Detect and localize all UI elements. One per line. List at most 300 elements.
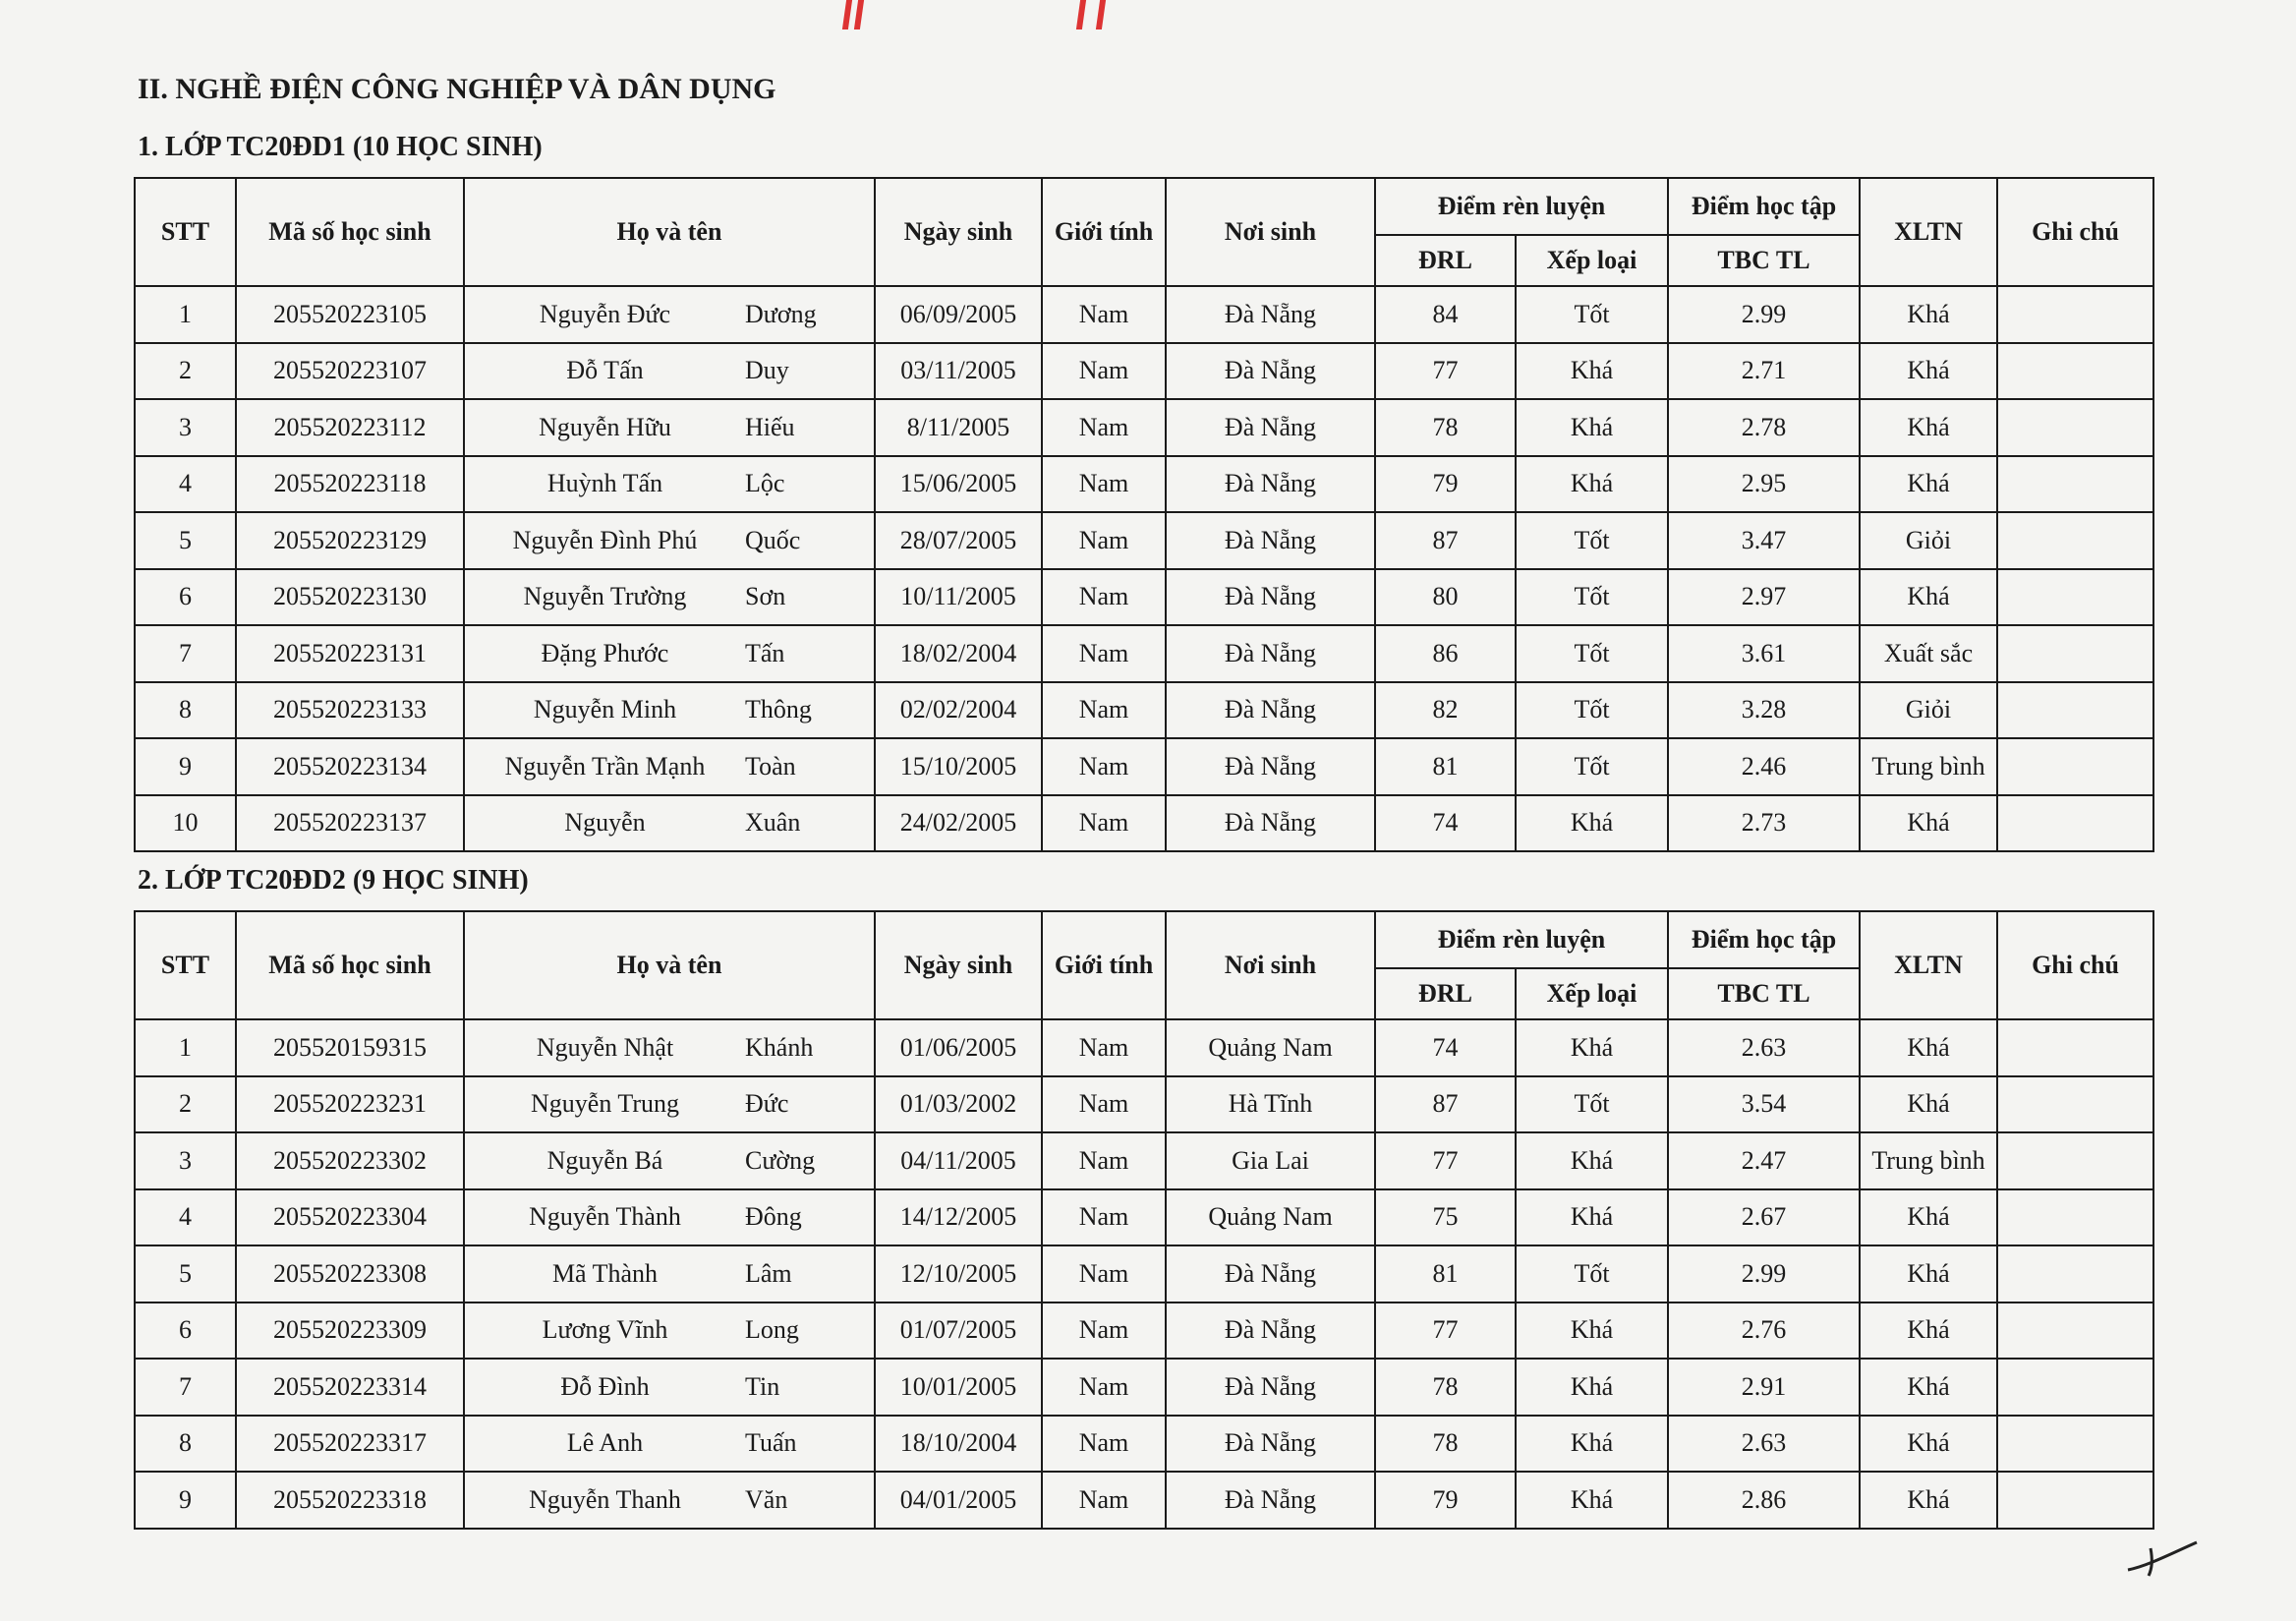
cell-ngay-sinh: 28/07/2005 <box>875 512 1042 569</box>
header-stt: STT <box>135 911 236 1019</box>
cell-xltn: Khá <box>1860 1472 1997 1529</box>
class-title-1: 1. LỚP TC20ĐD1 (10 HỌC SINH) <box>138 132 543 162</box>
cell-xep-loai: Khá <box>1516 399 1668 456</box>
cell-stt: 1 <box>135 286 236 343</box>
cell-ngay-sinh: 14/12/2005 <box>875 1189 1042 1246</box>
cell-xltn: Trung bình <box>1860 738 1997 795</box>
cell-ho-ten <box>464 512 875 569</box>
cell-xltn: Xuất sắc <box>1860 625 1997 682</box>
header-noi-sinh: Nơi sinh <box>1166 911 1375 1019</box>
cell-ho: Nguyễn Thanh <box>529 1484 681 1514</box>
cell-ten: Lộc <box>745 469 785 498</box>
class-table-2 <box>134 910 2154 1530</box>
cell-stt: 4 <box>135 456 236 513</box>
cell-ghi-chu <box>1997 738 2153 795</box>
cell-tbc-tl: 2.99 <box>1668 286 1860 343</box>
cell-drl: 87 <box>1375 512 1516 569</box>
cell-xep-loai: Tốt <box>1516 512 1668 569</box>
cell-tbc-tl: 2.76 <box>1668 1303 1860 1360</box>
cell-gioi-tinh: Nam <box>1042 569 1166 626</box>
cell-xltn: Khá <box>1860 1359 1997 1416</box>
class-title-2: 2. LỚP TC20ĐD2 (9 HỌC SINH) <box>138 865 529 896</box>
cell-ma-so: 205520223133 <box>236 682 464 739</box>
cell-ten: Tấn <box>745 638 785 667</box>
cell-ngay-sinh: 01/07/2005 <box>875 1303 1042 1360</box>
cell-stt: 9 <box>135 1472 236 1529</box>
cell-ma-so: 205520223137 <box>236 795 464 852</box>
cell-noi-sinh: Hà Tĩnh <box>1166 1076 1375 1133</box>
cell-tbc-tl: 2.67 <box>1668 1189 1860 1246</box>
cell-drl: 79 <box>1375 456 1516 513</box>
cell-stt: 8 <box>135 682 236 739</box>
table-row <box>135 569 2153 626</box>
cell-xltn: Khá <box>1860 1019 1997 1076</box>
cell-tbc-tl: 3.61 <box>1668 625 1860 682</box>
cell-noi-sinh: Đà Nẵng <box>1166 456 1375 513</box>
cell-ma-so: 205520223118 <box>236 456 464 513</box>
cell-ngay-sinh: 15/06/2005 <box>875 456 1042 513</box>
cell-ma-so: 205520223105 <box>236 286 464 343</box>
cell-noi-sinh: Đà Nẵng <box>1166 625 1375 682</box>
cell-drl: 74 <box>1375 795 1516 852</box>
cell-tbc-tl: 2.71 <box>1668 343 1860 400</box>
cell-gioi-tinh: Nam <box>1042 343 1166 400</box>
cell-ho-ten <box>464 399 875 456</box>
header-xep-loai: Xếp loại <box>1516 235 1668 286</box>
class-table-1 <box>134 177 2154 852</box>
table-row <box>135 286 2153 343</box>
cell-xltn: Khá <box>1860 569 1997 626</box>
cell-stt: 2 <box>135 343 236 400</box>
cell-ho: Nguyễn Bá <box>546 1145 663 1175</box>
cell-ghi-chu <box>1997 795 2153 852</box>
table-row <box>135 795 2153 852</box>
cell-stt: 1 <box>135 1019 236 1076</box>
cell-tbc-tl: 2.73 <box>1668 795 1860 852</box>
header-xltn: XLTN <box>1860 178 1997 286</box>
cell-ghi-chu <box>1997 399 2153 456</box>
cell-gioi-tinh: Nam <box>1042 738 1166 795</box>
cell-xltn: Giỏi <box>1860 682 1997 739</box>
table-row <box>135 512 2153 569</box>
cell-ho-ten <box>464 343 875 400</box>
cell-gioi-tinh: Nam <box>1042 795 1166 852</box>
cell-ghi-chu <box>1997 1132 2153 1189</box>
cell-tbc-tl: 2.63 <box>1668 1019 1860 1076</box>
cell-tbc-tl: 3.47 <box>1668 512 1860 569</box>
cell-xep-loai: Khá <box>1516 456 1668 513</box>
cell-ho-ten <box>464 738 875 795</box>
cell-ghi-chu <box>1997 456 2153 513</box>
cell-tbc-tl: 2.46 <box>1668 738 1860 795</box>
cell-ma-so: 205520223309 <box>236 1303 464 1360</box>
cell-drl: 78 <box>1375 1359 1516 1416</box>
cell-ho: Nguyễn Đức <box>539 299 671 328</box>
cell-xep-loai: Tốt <box>1516 1245 1668 1303</box>
cell-drl: 80 <box>1375 569 1516 626</box>
table-row <box>135 1245 2153 1303</box>
cell-ma-so: 205520223302 <box>236 1132 464 1189</box>
table-row <box>135 399 2153 456</box>
cell-ho-ten <box>464 682 875 739</box>
cell-gioi-tinh: Nam <box>1042 456 1166 513</box>
cell-ho-ten <box>464 795 875 852</box>
cell-stt: 5 <box>135 512 236 569</box>
stamp-stroke <box>842 0 852 29</box>
cell-drl: 81 <box>1375 738 1516 795</box>
cell-ho: Nguyễn Thành <box>529 1202 681 1232</box>
cell-ho: Đỗ Đình <box>560 1371 650 1401</box>
cell-ho-ten <box>464 1019 875 1076</box>
cell-ngay-sinh: 01/03/2002 <box>875 1076 1042 1133</box>
cell-ten: Quốc <box>745 525 801 554</box>
cell-ghi-chu <box>1997 1245 2153 1303</box>
cell-gioi-tinh: Nam <box>1042 682 1166 739</box>
header-tbc-tl: TBC TL <box>1668 235 1860 286</box>
cell-xep-loai: Khá <box>1516 1189 1668 1246</box>
cell-ghi-chu <box>1997 1359 2153 1416</box>
header-ghi-chu: Ghi chú <box>1997 911 2153 1019</box>
cell-ten: Dương <box>745 299 817 328</box>
cell-xltn: Khá <box>1860 1303 1997 1360</box>
cell-noi-sinh: Đà Nẵng <box>1166 286 1375 343</box>
header-diem-ren-luyen: Điểm rèn luyện <box>1375 911 1668 968</box>
cell-xep-loai: Khá <box>1516 1472 1668 1529</box>
cell-xep-loai: Tốt <box>1516 682 1668 739</box>
header-ngay-sinh: Ngày sinh <box>875 911 1042 1019</box>
cell-ten: Hiếu <box>745 412 795 441</box>
cell-ma-so: 205520223231 <box>236 1076 464 1133</box>
cell-drl: 82 <box>1375 682 1516 739</box>
cell-gioi-tinh: Nam <box>1042 399 1166 456</box>
table-row <box>135 456 2153 513</box>
header-ghi-chu: Ghi chú <box>1997 178 2153 286</box>
table-row <box>135 1303 2153 1360</box>
cell-gioi-tinh: Nam <box>1042 512 1166 569</box>
section-heading: II. NGHỀ ĐIỆN CÔNG NGHIỆP VÀ DÂN DỤNG <box>138 73 776 105</box>
cell-ho: Nguyễn <box>564 808 646 838</box>
cell-gioi-tinh: Nam <box>1042 1189 1166 1246</box>
cell-xltn: Trung bình <box>1860 1132 1997 1189</box>
header-xltn: XLTN <box>1860 911 1997 1019</box>
cell-tbc-tl: 3.28 <box>1668 682 1860 739</box>
cell-gioi-tinh: Nam <box>1042 1416 1166 1473</box>
cell-tbc-tl: 2.99 <box>1668 1245 1860 1303</box>
handwritten-mark <box>2123 1538 2202 1578</box>
cell-ten: Thông <box>745 695 812 724</box>
cell-gioi-tinh: Nam <box>1042 1245 1166 1303</box>
header-ngay-sinh: Ngày sinh <box>875 178 1042 286</box>
header-xep-loai: Xếp loại <box>1516 968 1668 1019</box>
cell-ten: Tin <box>745 1371 780 1401</box>
cell-tbc-tl: 2.47 <box>1668 1132 1860 1189</box>
cell-drl: 81 <box>1375 1245 1516 1303</box>
cell-ngay-sinh: 02/02/2004 <box>875 682 1042 739</box>
cell-ghi-chu <box>1997 569 2153 626</box>
cell-ten: Long <box>745 1315 799 1345</box>
cell-tbc-tl: 2.97 <box>1668 569 1860 626</box>
cell-xep-loai: Khá <box>1516 343 1668 400</box>
cell-ngay-sinh: 8/11/2005 <box>875 399 1042 456</box>
cell-xltn: Khá <box>1860 286 1997 343</box>
cell-noi-sinh: Đà Nẵng <box>1166 795 1375 852</box>
cell-ngay-sinh: 01/06/2005 <box>875 1019 1042 1076</box>
cell-ma-so: 205520223130 <box>236 569 464 626</box>
cell-ho: Mã Thành <box>551 1258 659 1288</box>
cell-ngay-sinh: 04/01/2005 <box>875 1472 1042 1529</box>
header-noi-sinh: Nơi sinh <box>1166 178 1375 286</box>
cell-ho: Nguyễn Trần Mạnh <box>504 751 706 781</box>
header-stt: STT <box>135 178 236 286</box>
cell-ma-so: 205520223308 <box>236 1245 464 1303</box>
cell-noi-sinh: Đà Nẵng <box>1166 343 1375 400</box>
cell-stt: 8 <box>135 1416 236 1473</box>
cell-gioi-tinh: Nam <box>1042 286 1166 343</box>
header-ho-ten: Họ và tên <box>464 911 875 1019</box>
cell-stt: 6 <box>135 569 236 626</box>
table-row <box>135 1132 2153 1189</box>
cell-ho: Lê Anh <box>566 1428 644 1458</box>
cell-noi-sinh: Đà Nẵng <box>1166 569 1375 626</box>
cell-xep-loai: Khá <box>1516 795 1668 852</box>
cell-gioi-tinh: Nam <box>1042 1303 1166 1360</box>
header-ma-so: Mã số học sinh <box>236 178 464 286</box>
cell-xep-loai: Tốt <box>1516 1076 1668 1133</box>
cell-ho: Lương Vĩnh <box>542 1315 668 1345</box>
header-tbc-tl: TBC TL <box>1668 968 1860 1019</box>
cell-ma-so: 205520223318 <box>236 1472 464 1529</box>
cell-ngay-sinh: 10/01/2005 <box>875 1359 1042 1416</box>
cell-ten: Khánh <box>745 1032 814 1062</box>
cell-ho-ten <box>464 1076 875 1133</box>
cell-ma-so: 205520223317 <box>236 1416 464 1473</box>
cell-xep-loai: Tốt <box>1516 625 1668 682</box>
cell-ngay-sinh: 18/10/2004 <box>875 1416 1042 1473</box>
cell-ho-ten <box>464 569 875 626</box>
cell-ho-ten <box>464 456 875 513</box>
cell-drl: 87 <box>1375 1076 1516 1133</box>
stamp-stroke <box>1096 0 1106 29</box>
cell-stt: 4 <box>135 1189 236 1246</box>
cell-ngay-sinh: 18/02/2004 <box>875 625 1042 682</box>
table-row <box>135 625 2153 682</box>
cell-ten: Xuân <box>745 808 801 838</box>
cell-xltn: Khá <box>1860 795 1997 852</box>
header-gioi-tinh: Giới tính <box>1042 911 1166 1019</box>
cell-ten: Cường <box>745 1145 816 1175</box>
cell-tbc-tl: 3.54 <box>1668 1076 1860 1133</box>
cell-stt: 2 <box>135 1076 236 1133</box>
cell-ma-so: 205520159315 <box>236 1019 464 1076</box>
cell-noi-sinh: Đà Nẵng <box>1166 682 1375 739</box>
cell-ten: Văn <box>745 1484 788 1514</box>
header-gioi-tinh: Giới tính <box>1042 178 1166 286</box>
cell-xep-loai: Tốt <box>1516 286 1668 343</box>
cell-ho-ten <box>464 1189 875 1246</box>
cell-noi-sinh: Đà Nẵng <box>1166 1303 1375 1360</box>
table-row <box>135 1076 2153 1133</box>
cell-ho: Huỳnh Tấn <box>546 469 663 498</box>
cell-ngay-sinh: 12/10/2005 <box>875 1245 1042 1303</box>
cell-ho-ten <box>464 286 875 343</box>
cell-ngay-sinh: 06/09/2005 <box>875 286 1042 343</box>
cell-stt: 6 <box>135 1303 236 1360</box>
table-row <box>135 1189 2153 1246</box>
cell-xltn: Khá <box>1860 1189 1997 1246</box>
cell-drl: 78 <box>1375 1416 1516 1473</box>
table-row <box>135 738 2153 795</box>
cell-stt: 3 <box>135 399 236 456</box>
cell-ho-ten <box>464 1245 875 1303</box>
cell-stt: 7 <box>135 625 236 682</box>
cell-gioi-tinh: Nam <box>1042 625 1166 682</box>
cell-ho-ten <box>464 625 875 682</box>
cell-drl: 77 <box>1375 1303 1516 1360</box>
cell-drl: 75 <box>1375 1189 1516 1246</box>
cell-drl: 79 <box>1375 1472 1516 1529</box>
cell-ten: Đức <box>745 1089 789 1119</box>
cell-ngay-sinh: 03/11/2005 <box>875 343 1042 400</box>
cell-drl: 84 <box>1375 286 1516 343</box>
cell-xltn: Khá <box>1860 456 1997 513</box>
cell-drl: 86 <box>1375 625 1516 682</box>
cell-ten: Sơn <box>745 582 786 611</box>
table-row <box>135 1359 2153 1416</box>
cell-ten: Duy <box>745 356 789 385</box>
cell-ghi-chu <box>1997 286 2153 343</box>
cell-xltn: Khá <box>1860 1416 1997 1473</box>
stamp-stroke <box>854 0 864 29</box>
cell-drl: 74 <box>1375 1019 1516 1076</box>
cell-ghi-chu <box>1997 1303 2153 1360</box>
cell-ghi-chu <box>1997 1019 2153 1076</box>
cell-ho-ten <box>464 1416 875 1473</box>
cell-ho-ten <box>464 1303 875 1360</box>
table-row <box>135 682 2153 739</box>
cell-noi-sinh: Đà Nẵng <box>1166 399 1375 456</box>
cell-noi-sinh: Đà Nẵng <box>1166 512 1375 569</box>
table-row <box>135 1472 2153 1529</box>
cell-ngay-sinh: 24/02/2005 <box>875 795 1042 852</box>
cell-noi-sinh: Đà Nẵng <box>1166 1472 1375 1529</box>
cell-ma-so: 205520223134 <box>236 738 464 795</box>
table-row <box>135 343 2153 400</box>
cell-ten: Lâm <box>745 1258 792 1288</box>
cell-xep-loai: Khá <box>1516 1132 1668 1189</box>
cell-xep-loai: Tốt <box>1516 569 1668 626</box>
cell-gioi-tinh: Nam <box>1042 1472 1166 1529</box>
cell-stt: 9 <box>135 738 236 795</box>
cell-ghi-chu <box>1997 682 2153 739</box>
cell-ma-so: 205520223131 <box>236 625 464 682</box>
cell-ho: Nguyễn Đình Phú <box>512 525 698 554</box>
cell-ghi-chu <box>1997 343 2153 400</box>
cell-gioi-tinh: Nam <box>1042 1019 1166 1076</box>
cell-xltn: Khá <box>1860 343 1997 400</box>
cell-noi-sinh: Quảng Nam <box>1166 1189 1375 1246</box>
cell-ghi-chu <box>1997 512 2153 569</box>
cell-ho-ten <box>464 1132 875 1189</box>
cell-tbc-tl: 2.78 <box>1668 399 1860 456</box>
cell-noi-sinh: Gia Lai <box>1166 1132 1375 1189</box>
cell-ho: Nguyễn Trường <box>523 582 687 611</box>
cell-ngay-sinh: 15/10/2005 <box>875 738 1042 795</box>
cell-ma-so: 205520223314 <box>236 1359 464 1416</box>
cell-xltn: Khá <box>1860 1245 1997 1303</box>
cell-ho: Nguyễn Hữu <box>539 412 671 441</box>
header-diem-hoc-tap: Điểm học tập <box>1668 911 1860 968</box>
cell-noi-sinh: Đà Nẵng <box>1166 1359 1375 1416</box>
table-row <box>135 1019 2153 1076</box>
cell-tbc-tl: 2.86 <box>1668 1472 1860 1529</box>
cell-noi-sinh: Đà Nẵng <box>1166 1245 1375 1303</box>
cell-ho: Nguyễn Trung <box>531 1089 679 1119</box>
cell-ma-so: 205520223129 <box>236 512 464 569</box>
cell-ho: Nguyễn Minh <box>533 695 677 724</box>
cell-ho: Đặng Phước <box>541 638 669 667</box>
cell-ho-ten <box>464 1359 875 1416</box>
cell-stt: 7 <box>135 1359 236 1416</box>
cell-gioi-tinh: Nam <box>1042 1076 1166 1133</box>
table-row <box>135 1416 2153 1473</box>
cell-gioi-tinh: Nam <box>1042 1132 1166 1189</box>
cell-xltn: Khá <box>1860 1076 1997 1133</box>
cell-ho: Nguyễn Nhật <box>536 1032 674 1062</box>
cell-noi-sinh: Đà Nẵng <box>1166 1416 1375 1473</box>
header-ma-so: Mã số học sinh <box>236 911 464 1019</box>
cell-drl: 77 <box>1375 343 1516 400</box>
cell-gioi-tinh: Nam <box>1042 1359 1166 1416</box>
cell-xep-loai: Khá <box>1516 1359 1668 1416</box>
cell-ghi-chu <box>1997 1076 2153 1133</box>
cell-xltn: Khá <box>1860 399 1997 456</box>
cell-ghi-chu <box>1997 625 2153 682</box>
cell-xep-loai: Khá <box>1516 1019 1668 1076</box>
cell-ghi-chu <box>1997 1472 2153 1529</box>
cell-xltn: Giỏi <box>1860 512 1997 569</box>
cell-ten: Tuấn <box>745 1428 797 1458</box>
cell-ma-so: 205520223304 <box>236 1189 464 1246</box>
cell-ten: Đông <box>745 1202 802 1232</box>
red-stamp-fragment <box>840 0 1125 37</box>
header-drl: ĐRL <box>1375 235 1516 286</box>
cell-ho-ten <box>464 1472 875 1529</box>
cell-ghi-chu <box>1997 1416 2153 1473</box>
cell-noi-sinh: Đà Nẵng <box>1166 738 1375 795</box>
cell-stt: 3 <box>135 1132 236 1189</box>
cell-drl: 78 <box>1375 399 1516 456</box>
header-drl: ĐRL <box>1375 968 1516 1019</box>
stamp-stroke <box>1076 0 1086 29</box>
header-ho-ten: Họ và tên <box>464 178 875 286</box>
cell-stt: 10 <box>135 795 236 852</box>
header-diem-hoc-tap: Điểm học tập <box>1668 178 1860 235</box>
cell-ten: Toàn <box>745 751 796 781</box>
cell-stt: 5 <box>135 1245 236 1303</box>
cell-ngay-sinh: 10/11/2005 <box>875 569 1042 626</box>
cell-ma-so: 205520223112 <box>236 399 464 456</box>
cell-ghi-chu <box>1997 1189 2153 1246</box>
cell-tbc-tl: 2.95 <box>1668 456 1860 513</box>
cell-ma-so: 205520223107 <box>236 343 464 400</box>
cell-noi-sinh: Quảng Nam <box>1166 1019 1375 1076</box>
cell-ngay-sinh: 04/11/2005 <box>875 1132 1042 1189</box>
cell-tbc-tl: 2.91 <box>1668 1359 1860 1416</box>
cell-tbc-tl: 2.63 <box>1668 1416 1860 1473</box>
header-diem-ren-luyen: Điểm rèn luyện <box>1375 178 1668 235</box>
cell-ho: Đỗ Tấn <box>566 356 644 385</box>
cell-xep-loai: Khá <box>1516 1416 1668 1473</box>
